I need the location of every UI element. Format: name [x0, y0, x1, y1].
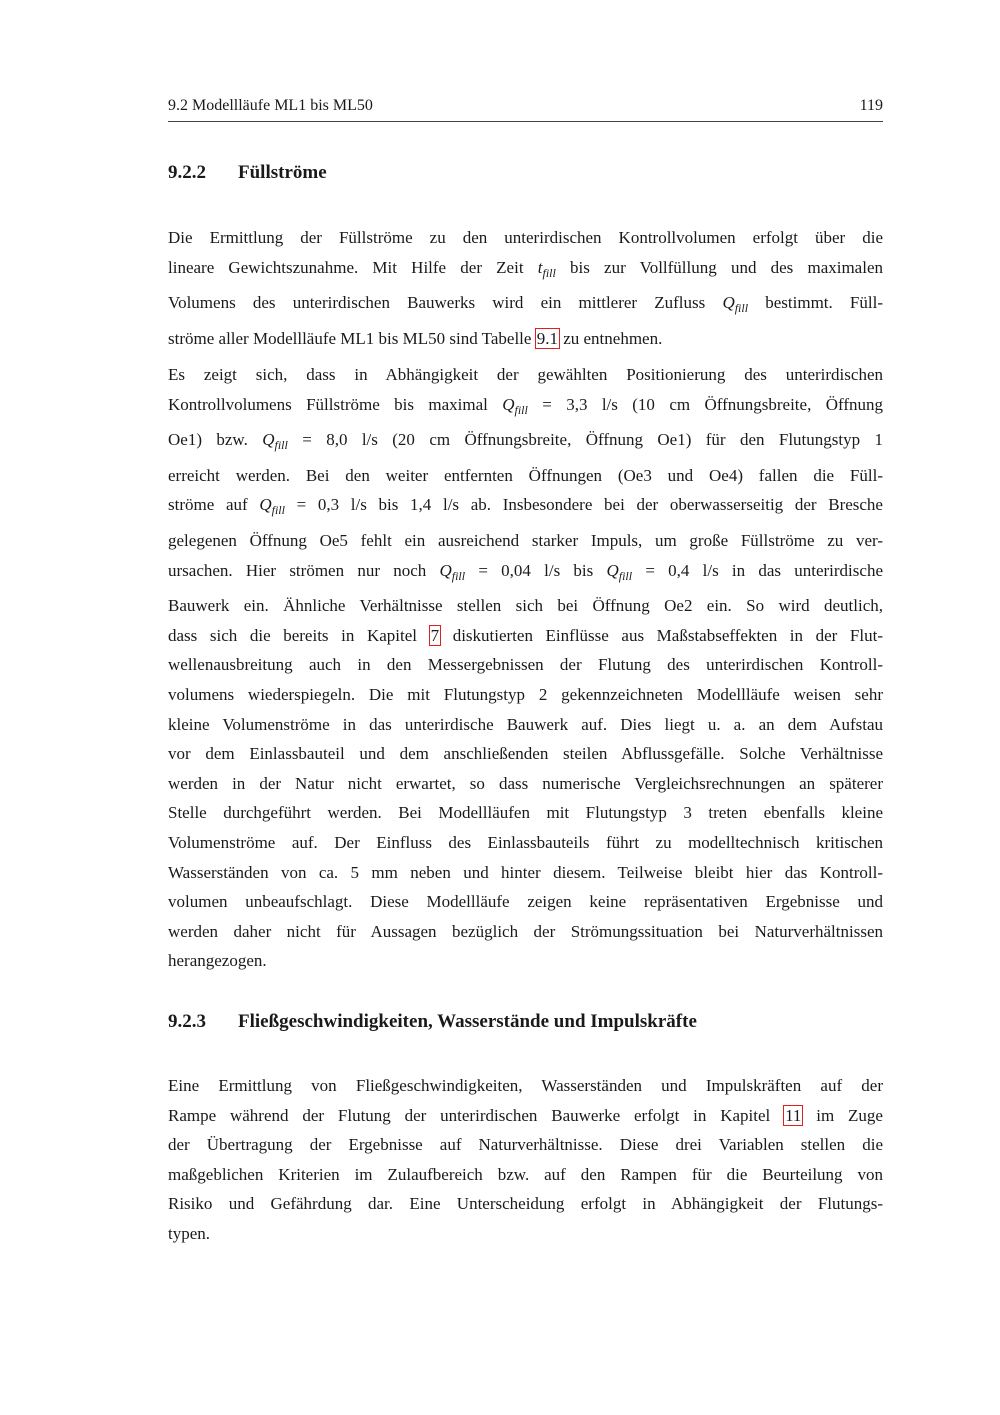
text-line: Volumens des unterirdischen Bauwerks wird ein mittlerer Zufluss $Q_{fill}$ bestimmt. Füll-: [168, 293, 883, 316]
section-title: Fließgeschwindigkeiten, Wasserstände und Impulskräfte: [238, 1011, 697, 1032]
text-line: Bauwerk ein. Ähnliche Verhältnisse stellen sich bei Öffnung Oe2 ein. So wird deutlich,: [168, 596, 883, 616]
text-line: kleine Volumenströme in das unterirdische Bauwerk auf. Dies liegt u. a. an dem Aufstau: [168, 714, 883, 734]
text-line: ströme aller Modellläufe ML1 bis ML50 sind Tabelle 9.1 zu entnehmen.: [168, 328, 663, 348]
text-line: volumens wiederspiegeln. Die mit Flutungstyp 2 gekennzeichneten Modellläufe weisen sehr: [168, 684, 883, 704]
section-number: 9.2.3: [168, 1011, 206, 1032]
section-title: Füllströme: [238, 162, 327, 183]
text-line: Volumenströme auf. Der Einfluss des Einlassbauteils führt zu modelltechnisch kritischen: [168, 832, 883, 852]
paragraph-fuellstroeme-results: [168, 360, 883, 976]
text-line: ströme auf $Q_{fill} = 0,3$ l/s bis 1,4 l/s ab. Insbesondere bei der oberwasserseitig der Bresche: [168, 495, 883, 518]
text-line: Stelle durchgeführt werden. Bei Modellläufen mit Flutungstyp 3 treten ebenfalls kleine: [168, 803, 883, 823]
running-head-title: 9.2 Modellläufe ML1 bis ML50: [168, 97, 373, 114]
text-line: dass sich die bereits in Kapitel 7 diskutierten Einflüsse aus Maßstabseffekten in der Flut-: [168, 625, 883, 645]
text-line: Oe1) bzw. $Q_{fill} = 8,0$ l/s (20 cm Öffnungsbreite, Öffnung Oe1) für den Flutungstyp 1: [168, 430, 883, 453]
text-line: Kontrollvolumens Füllströme bis maximal $Q_{fill} = 3,3$ l/s (10 cm Öffnungsbreite, Öffnung: [168, 394, 883, 417]
text-line: werden daher nicht für Aussagen bezüglich der Strömungssituation bei Naturverhältnissen: [168, 921, 883, 941]
section-heading-9-2-2: [168, 162, 327, 184]
text-line: erreicht werden. Bei den weiter entfernten Öffnungen (Oe3 und Oe4) fallen die Füll-: [168, 465, 883, 485]
text-line: typen.: [168, 1223, 211, 1243]
text-line: Wasserständen von ca. 5 mm neben und hinter diesem. Teilweise bleibt hier das Kontroll-: [168, 862, 883, 882]
chapter-reference-link[interactable]: 11: [785, 1105, 802, 1125]
text-line: wellenausbreitung auch in den Messergebnissen der Flutung des unterirdischen Kontroll-: [168, 655, 883, 675]
text-line: Eine Ermittlung von Fließgeschwindigkeiten, Wasserständen und Impulskräften auf der: [168, 1076, 883, 1095]
chapter-reference-link[interactable]: 7: [430, 625, 440, 645]
paragraph-fuellstroeme-intro: [168, 223, 883, 353]
text-line: Risiko und Gefährdung dar. Eine Unterscheidung erfolgt in Abhängigkeit der Flutungs-: [168, 1194, 883, 1214]
page-number: 119: [859, 97, 883, 114]
table-reference-link[interactable]: 9.1: [536, 328, 558, 348]
text-line: lineare Gewichtszunahme. Mit Hilfe der Zeit $t_{fill}$ bis zur Vollfüllung und des maximalen: [168, 257, 883, 280]
text-line: gelegenen Öffnung Oe5 fehlt ein ausreichend starker Impuls, um große Füllströme zu ver-: [168, 530, 883, 550]
section-heading-9-2-3: [168, 1011, 697, 1033]
text-line: maßgeblichen Kriterien im Zulaufbereich bzw. auf den Rampen für die Beurteilung von: [168, 1164, 883, 1184]
text-line: ursachen. Hier strömen nur noch $Q_{fill} = 0,04$ l/s bis $Q_{fill} = 0,4$ l/s in das unterirdische: [168, 560, 883, 583]
text-line: vor dem Einlassbauteil und dem anschließenden steilen Abflussgefälle. Solche Verhältnisse: [168, 744, 883, 764]
text-line: Es zeigt sich, dass in Abhängigkeit der gewählten Positionierung des unterirdischen: [168, 365, 883, 384]
running-head: [168, 97, 883, 122]
text-line: volumen unbeaufschlagt. Diese Modellläufe zeigen keine repräsentativen Ergebnisse und: [168, 892, 883, 912]
text-line: werden in der Natur nicht erwartet, so dass numerische Vergleichsrechnungen an späterer: [168, 773, 883, 793]
paragraph-fliessgeschwindigkeiten: [168, 1071, 883, 1249]
text-line: Die Ermittlung der Füllströme zu den unterirdischen Kontrollvolumen erfolgt über die: [168, 228, 883, 247]
text-line: der Übertragung der Ergebnisse auf Naturverhältnisse. Diese drei Variablen stellen die: [168, 1135, 883, 1155]
section-number: 9.2.2: [168, 162, 206, 183]
text-line: herangezogen.: [168, 951, 267, 971]
text-line: Rampe während der Flutung der unterirdischen Bauwerke erfolgt in Kapitel 11 im Zuge: [168, 1105, 883, 1125]
